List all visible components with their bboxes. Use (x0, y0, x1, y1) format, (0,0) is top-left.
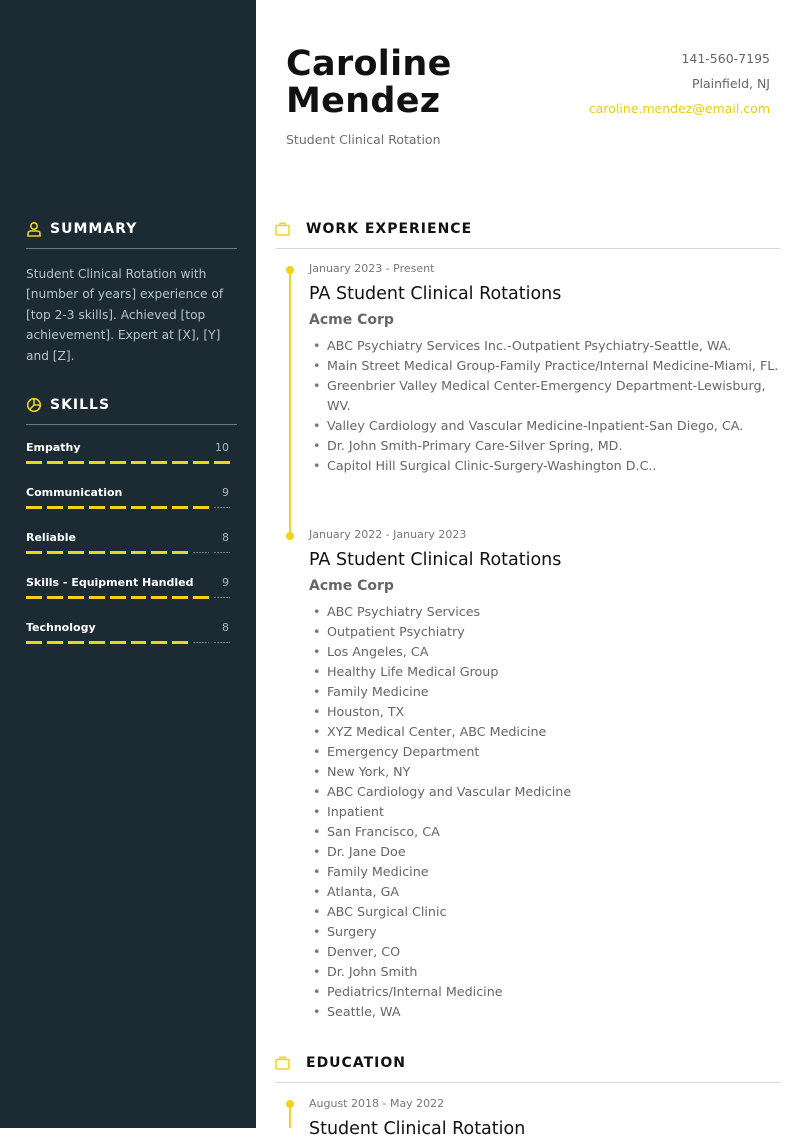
main-content (256, 0, 800, 1139)
skill-segment-filled (193, 506, 209, 509)
entry-bullets (309, 602, 779, 1022)
bullet-item: • Family Medicine (309, 682, 779, 702)
skills-heading (26, 395, 237, 415)
education-divider (275, 1082, 781, 1083)
bullet-item: • Surgery (309, 922, 779, 942)
summary-section (26, 219, 237, 366)
bullet-item: • Atlanta, GA (309, 882, 779, 902)
skill-bar (26, 506, 230, 509)
skill-segment-filled (89, 506, 105, 509)
skill-segment-empty (214, 507, 230, 508)
skill-segment-filled (110, 596, 126, 599)
work-heading (275, 219, 781, 249)
skill-segment-filled (89, 596, 105, 599)
bullet-item: • XYZ Medical Center, ABC Medicine (309, 722, 779, 742)
skill-segment-filled (131, 461, 147, 464)
skill-name: Technology (26, 621, 96, 634)
skill-segment-filled (110, 461, 126, 464)
skill-segment-filled (68, 506, 84, 509)
entry-role: PA Student Clinical Rotations (309, 284, 562, 304)
skill-name: Skills - Equipment Handled (26, 576, 194, 589)
skill-segment-filled (47, 641, 63, 644)
work-entry (309, 528, 779, 1022)
bullet-item: • Valley Cardiology and Vascular Medicine-Inpatient-San Diego, CA. (309, 416, 779, 436)
bullet-item: • Denver, CO (309, 942, 779, 962)
bullet-item: • ABC Psychiatry Services Inc.-Outpatient Psychiatry-Seattle, WA. (309, 336, 779, 356)
summary-title: SUMMARY (50, 221, 138, 237)
skill-segment-filled (68, 551, 84, 554)
email-link[interactable]: caroline.mendez@email.com (588, 101, 770, 116)
entry-role: Student Clinical Rotation (309, 1119, 526, 1139)
bullet-item: • New York, NY (309, 762, 779, 782)
skill-segment-filled (47, 551, 63, 554)
skill-segment-filled (131, 551, 147, 554)
skills-section (26, 395, 237, 666)
skill-segment-filled (110, 641, 126, 644)
skill-segment-filled (172, 641, 188, 644)
skills-list (26, 441, 237, 666)
skill-segment-filled (110, 506, 126, 509)
skill-segment-empty (214, 642, 230, 643)
bullet-item: • Greenbrier Valley Medical Center-Emergency Department-Lewisburg, WV. (309, 376, 779, 416)
bullet-item: • Healthy Life Medical Group (309, 662, 779, 682)
skill-segment-filled (26, 641, 42, 644)
bullet-item: • ABC Surgical Clinic (309, 902, 779, 922)
skill-segment-filled (172, 461, 188, 464)
skill-segment-filled (68, 596, 84, 599)
skill-name: Reliable (26, 531, 76, 544)
skill-segment-filled (89, 551, 105, 554)
entry-date: January 2022 - January 2023 (309, 528, 467, 541)
skill-segment-filled (151, 596, 167, 599)
pie-chart-icon (26, 397, 42, 413)
skill-segment-filled (131, 596, 147, 599)
skill-segment-filled (193, 461, 209, 464)
skill-score: 8 (222, 531, 229, 544)
skill-segment-filled (214, 461, 230, 464)
entry-date: January 2023 - Present (309, 262, 435, 275)
skill-segment-filled (68, 461, 84, 464)
skill-segment-filled (110, 551, 126, 554)
skill-segment-filled (26, 506, 42, 509)
skill-segment-filled (151, 461, 167, 464)
summary-heading (26, 219, 237, 239)
location: Plainfield, NJ (691, 76, 770, 91)
sidebar (0, 0, 256, 1128)
skills-divider (26, 424, 237, 425)
last-name: Mendez (286, 81, 441, 121)
entry-bullets (309, 336, 779, 476)
entry-date: August 2018 - May 2022 (309, 1097, 445, 1110)
briefcase-icon (275, 1056, 290, 1070)
first-name: Caroline (286, 44, 452, 84)
skill-segment-filled (172, 506, 188, 509)
skill-segment-filled (47, 461, 63, 464)
skill-segment-filled (26, 461, 42, 464)
user-icon (26, 221, 42, 237)
timeline-dot (286, 266, 294, 274)
bullet-item: • Pediatrics/Internal Medicine (309, 982, 779, 1002)
bullet-item: • Outpatient Psychiatry (309, 622, 779, 642)
skill-segment-filled (151, 506, 167, 509)
skill-bar (26, 551, 230, 554)
work-title: WORK EXPERIENCE (306, 221, 473, 237)
candidate-name (286, 46, 452, 120)
briefcase-icon (275, 222, 290, 236)
skill-score: 9 (222, 486, 229, 499)
timeline-line (289, 270, 291, 536)
skill-segment-filled (172, 551, 188, 554)
skill-segment-filled (26, 596, 42, 599)
bullet-item: • ABC Cardiology and Vascular Medicine (309, 782, 779, 802)
skill-item (26, 486, 237, 531)
bullet-item: • Dr. Jane Doe (309, 842, 779, 862)
skill-segment-filled (47, 596, 63, 599)
skill-segment-filled (89, 641, 105, 644)
skill-segment-filled (172, 596, 188, 599)
skill-name: Communication (26, 486, 123, 499)
bullet-item: • Main Street Medical Group-Family Practice/Internal Medicine-Miami, FL. (309, 356, 779, 376)
skill-score: 9 (222, 576, 229, 589)
bullet-item: • Seattle, WA (309, 1002, 779, 1022)
skill-segment-filled (131, 641, 147, 644)
work-divider (275, 248, 781, 249)
skill-bar (26, 596, 230, 599)
summary-divider (26, 248, 237, 249)
skill-segment-filled (193, 596, 209, 599)
skill-segment-empty (214, 552, 230, 553)
skill-item (26, 441, 237, 486)
bullet-item: • Family Medicine (309, 862, 779, 882)
education-heading (275, 1053, 781, 1083)
skill-score: 8 (222, 621, 229, 634)
skill-segment-filled (151, 551, 167, 554)
skill-segment-empty (193, 642, 209, 643)
entry-role: PA Student Clinical Rotations (309, 550, 562, 570)
bullet-item: • Dr. John Smith-Primary Care-Silver Spring, MD. (309, 436, 779, 456)
contact-info (589, 51, 770, 126)
skill-segment-filled (89, 461, 105, 464)
skill-item (26, 576, 237, 621)
skill-segment-filled (47, 506, 63, 509)
entry-company: Acme Corp (309, 578, 394, 594)
entry-company: Acme Corp (309, 312, 394, 328)
education-entry (309, 1097, 779, 1143)
skill-item (26, 621, 237, 666)
skill-segment-filled (68, 641, 84, 644)
skill-bar (26, 461, 230, 464)
skill-segment-filled (151, 641, 167, 644)
skill-segment-filled (131, 506, 147, 509)
skill-segment-empty (193, 552, 209, 553)
bullet-item: • Capitol Hill Surgical Clinic-Surgery-Washington D.C.. (309, 456, 779, 476)
bullet-item: • ABC Psychiatry Services (309, 602, 779, 622)
skill-score: 10 (215, 441, 229, 454)
summary-text: Student Clinical Rotation with [number of years] experience of [top 2-3 skills]. Achieved [top achievement]. Expert at [X], [Y] and [Z]. (26, 267, 224, 363)
skill-item (26, 531, 237, 576)
skill-name: Empathy (26, 441, 81, 454)
bullet-item: • Dr. John Smith (309, 962, 779, 982)
bullet-item: • Houston, TX (309, 702, 779, 722)
bullet-item: • Inpatient (309, 802, 779, 822)
education-title: EDUCATION (306, 1055, 406, 1071)
skill-bar (26, 641, 230, 644)
bullet-item: • Emergency Department (309, 742, 779, 762)
skills-title: SKILLS (50, 397, 111, 413)
skill-segment-filled (26, 551, 42, 554)
job-subtitle: Student Clinical Rotation (286, 132, 441, 147)
skill-segment-empty (214, 597, 230, 598)
bullet-item: • Los Angeles, CA (309, 642, 779, 662)
phone: 141-560-7195 (681, 51, 770, 66)
timeline-dot (286, 1100, 294, 1108)
bullet-item: • San Francisco, CA (309, 822, 779, 842)
timeline-dot (286, 532, 294, 540)
work-entry (309, 262, 779, 476)
